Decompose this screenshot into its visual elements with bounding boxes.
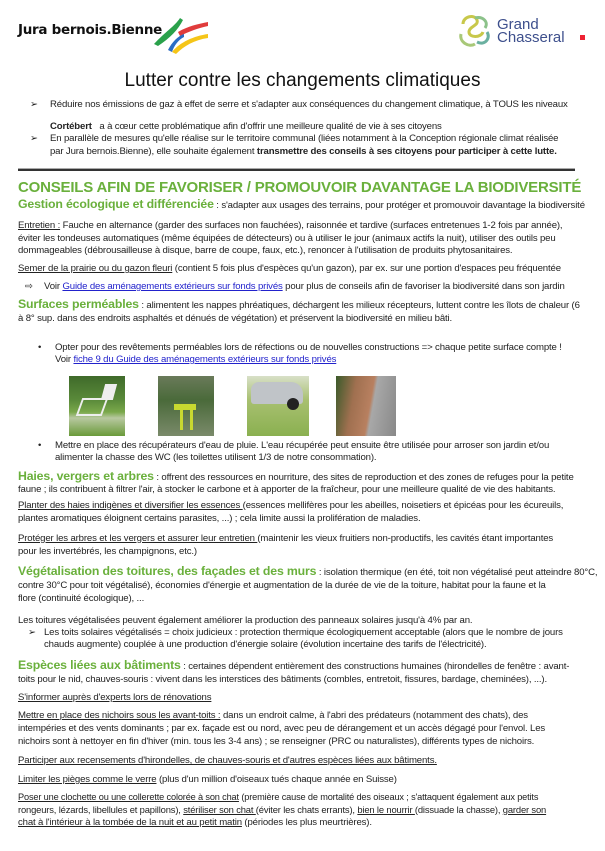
poser-text-2: rongeurs, lézards, libellules et papillons), [18, 804, 184, 815]
poser-line-1 [18, 791, 538, 803]
intro-emphasis: transmettre des conseils à ses citoyens pour participer à cette lutte. [256, 146, 557, 157]
especes-heading: Espèces liées aux bâtiments [18, 658, 181, 672]
nourrir-text: (dissuade la chasse), [414, 804, 503, 815]
poser-text: (première cause de mortalité des oiseaux ; s'attaquent également aux petits [238, 792, 539, 802]
haies-text: : offrent des ressources en nourriture, des sites de reproduction et des zones de refuges pour la petite [153, 472, 574, 483]
surfaces-line-2: à 8° sup. dans des endroits asphaltés et dénués de végétation) et préservent la biodiversité en milieu bâti. [18, 313, 453, 324]
planter-text: (essences mellifères pour les abeilles, noisetiers et épicéas pour les écureuils, [242, 500, 564, 511]
arrow-right-icon: ⇨ [25, 281, 33, 292]
logo-right-line2: Chasseral [497, 29, 565, 46]
jura-bernois-bienne-logo [18, 14, 198, 54]
grand-chasseral-logo [455, 12, 595, 52]
voir-text: Voir [44, 281, 63, 292]
nichoirs-line-3: nichoirs sont à nettoyer en fin d'hiver (min. tous les 3-4 ans) ; se renseigner (PRC ou naturalistes), différents types de nichoirs. [18, 736, 535, 747]
haies-heading: Haies, vergers et arbres [18, 469, 154, 483]
dot-bullet-icon: • [38, 342, 42, 353]
vegetalisation-heading: Végétalisation des toitures, des façades et des murs [18, 564, 317, 578]
toits-solaires-line-2: chauds augmente) couplée à une production d'énergie solaire (évolution incertaine des tarifs de l'électricité). [44, 639, 487, 650]
poser-line-2 [18, 804, 546, 816]
photo-gravel-paving [336, 376, 396, 436]
intro-bullet-2-line-2 [50, 146, 557, 158]
garder-label: garder son [502, 804, 547, 815]
vegetalisation-text: : isolation thermique (en été, toit non végétalisé peut atteindre 80°C, [316, 567, 598, 578]
limiter-line [18, 774, 397, 786]
voir-guide-text: pour plus de conseils afin de favoriser la biodiversité dans son jardin [282, 281, 565, 292]
swiss-flag-icon [580, 35, 585, 40]
nichoirs-label: Mettre en place des nichoirs sous les avant-toits : [18, 710, 221, 721]
proteger-line-1 [18, 533, 553, 545]
garder-text: (périodes les plus meurtrières). [241, 817, 372, 828]
haies-heading-line [18, 470, 574, 484]
vegetalisation-line-2: contre 30°C pour toit végétalisé), économies d'énergie et augmentation de la durée de vie de la toiture, habitat pour la faune et la [18, 580, 546, 591]
surfaces-bullet-1: Opter pour des revêtements perméables lors de réfections ou de nouvelles constructions => chaque petite surface compte ! [55, 342, 562, 353]
voir-guide-line [44, 281, 565, 293]
proteger-label: Protéger les arbres et les vergers et assurer leur entretien [18, 533, 258, 544]
nichoirs-text: dans un endroit calme, à l'abri des prédateurs (notamment des chats), des [220, 710, 528, 721]
commune-name: Cortébert [50, 121, 92, 132]
page-title: Lutter contre les changements climatiques [124, 70, 481, 91]
intro-commune-line [50, 121, 442, 133]
arrow-bullet-icon: ➢ [28, 627, 36, 638]
commune-text: a à cœur cette problématique afin d'offrir une meilleure qualité de vie à ses citoyens [99, 121, 442, 132]
toits-solaires-line-1: Les toits solaires végétalisés = choix judicieux : protection thermique écologiquement acceptable (alors que le nombre de jours [44, 627, 563, 638]
garder-label-2: chat à l'intérieur à la tombée de la nuit et au petit matin [18, 817, 242, 828]
entretien-line-3: dommageables (débrousailleuse à disque, barre de coupe, faux, etc.), renoncer à l'utilisation de produits phytosanitaires. [18, 245, 513, 256]
surfaces-heading-line [18, 298, 580, 312]
steriliser-label: stériliser son chat [183, 804, 256, 815]
arrow-bullet-icon: ➢ [30, 133, 38, 144]
gestion-heading-line [18, 198, 585, 212]
section-title: CONSEILS AFIN DE FAVORISER / PROMOUVOIR DAVANTAGE LA BIODIVERSITÉ [18, 179, 582, 196]
photo-garden-deckchairs [69, 376, 125, 436]
surfaces-text: : alimentent les nappes phréatiques, déchargent les milieux récepteurs, luttent contre les îlots de chaleur (6 [138, 300, 580, 311]
gestion-heading: Gestion écologique et différenciée [18, 197, 214, 211]
steriliser-text: (éviter les chats errants), [255, 804, 358, 815]
poser-line-3 [18, 817, 372, 829]
especes-text: : certaines dépendent entièrement des constructions humaines (hirondelles de fenêtre : avant- [180, 661, 570, 672]
fiche-link[interactable]: fiche 9 du Guide des aménagements extérieurs sur fonds privés [73, 354, 337, 365]
vegetalisation-line-4: Les toitures végétalisées peuvent également améliorer la production des panneaux solaires jusqu'à 4% par an. [18, 615, 473, 626]
surfaces-heading: Surfaces perméables [18, 297, 139, 311]
fiche-line [55, 354, 336, 366]
gestion-text: : s'adapter aux usages des terrains, pour protéger et promouvoir davantage la biodiversité [213, 200, 585, 211]
planter-line-1 [18, 500, 563, 512]
sinformer-line: S'informer auprès d'experts lors de rénovations [18, 692, 212, 703]
intro-bullet-2-line-1: En parallèle de mesures qu'elle réalise sur le territoire communal (liées notamment à la Conception régionale climat réalisée [50, 133, 559, 144]
logo-left-text: Jura bernois.Bienne [18, 22, 163, 38]
chasseral-emblem-icon [455, 12, 495, 50]
logo-right-line1: Grand [497, 16, 539, 33]
nourrir-label: bien le nourrir [357, 804, 415, 815]
entretien-line-1 [18, 220, 562, 232]
poser-label: Poser une clochette ou une collerette colorée à son chat [18, 792, 239, 802]
proteger-text: (maintenir les vieux fruitiers non-productifs, les cavités étant importantes [257, 533, 554, 544]
proteger-line-2: pour les invertébrés, les champignons, etc.) [18, 546, 197, 557]
surfaces-bullet-2-line-1: Mettre en place des récupérateurs d'eau de pluie. L'eau récupérée peut ensuite être utilisée pour arroser son jardin et/ou [55, 440, 550, 451]
nichoirs-line-2: intempéries et des vents dominants ; par ex. façade est ou nord, avec peu de dérangement et un accès dégagé pour l'envol. Les [18, 723, 546, 734]
swoosh-icon [150, 14, 210, 54]
voir-text: Voir [55, 354, 74, 365]
vegetalisation-line-3: flore (continuité écologique), ... [18, 593, 145, 604]
limiter-label: Limiter les pièges comme le verre [18, 774, 157, 785]
dot-bullet-icon: • [38, 440, 42, 451]
horizontal-divider [18, 168, 575, 171]
planter-label: Planter des haies indigènes et diversifier les essences [18, 500, 243, 511]
limiter-text: (plus d'un million d'oiseaux tués chaque année en Suisse) [156, 774, 397, 785]
photo-patio-table [158, 376, 214, 436]
arrow-bullet-icon: ➢ [30, 99, 38, 110]
guide-link[interactable]: Guide des aménagements extérieurs sur fonds privés [62, 281, 283, 292]
haies-line-2: faune ; ils contribuent à filtrer l'air, à stocker le carbone et à apporter de la fraîcheur, pour une meilleure qualité de vie des habitants. [18, 484, 556, 495]
surfaces-bullet-2-line-2: alimenter la chasse des WC (les toilettes utilisent 1/3 de notre consommation). [55, 452, 377, 463]
planter-line-2: plantes aromatiques éloignent certains parasites, ...) ; cela limite aussi la prolifération de maladies. [18, 513, 421, 524]
entretien-label: Entretien : [18, 220, 61, 231]
especes-line-2: toits pour le nid, chauves-souris : vivent dans les interstices des bâtiments (combles, entretoit, fissures, bardage, cheminées), ...). [18, 674, 547, 685]
vegetalisation-heading-line [18, 565, 597, 579]
semer-text: (contient 5 fois plus d'espèces qu'un gazon), par ex. sur une portion d'espaces peu fréquentée [172, 263, 561, 274]
participer-line: Participer aux recensements d'hirondelles, de chauves-souris et d'autres espèces liées aux bâtiments. [18, 755, 437, 766]
entretien-text: Fauche en alternance (garder des surfaces non fauchées), raisonnée et tardive (surfaces entretenues 1-2 fois par année), [60, 220, 563, 231]
nichoirs-line-1 [18, 710, 528, 722]
intro-bullet-1: Réduire nos émissions de gaz à effet de serre et s'adapter aux conséquences du changement climatique, à TOUS les niveaux [50, 99, 568, 110]
photo-car-grass-pavers [247, 376, 309, 436]
entretien-line-2: éviter les tondeuses automatiques (même équipées de détecteurs) ou à utiliser le jour (animaux actifs la nuit), utiliser des outils peu [18, 233, 556, 244]
especes-heading-line [18, 659, 569, 673]
semer-label: Semer de la prairie ou du gazon fleuri [18, 263, 173, 274]
semer-line [18, 263, 561, 275]
intro-text: par Jura bernois.Bienne), elle souhaite également [50, 146, 257, 157]
